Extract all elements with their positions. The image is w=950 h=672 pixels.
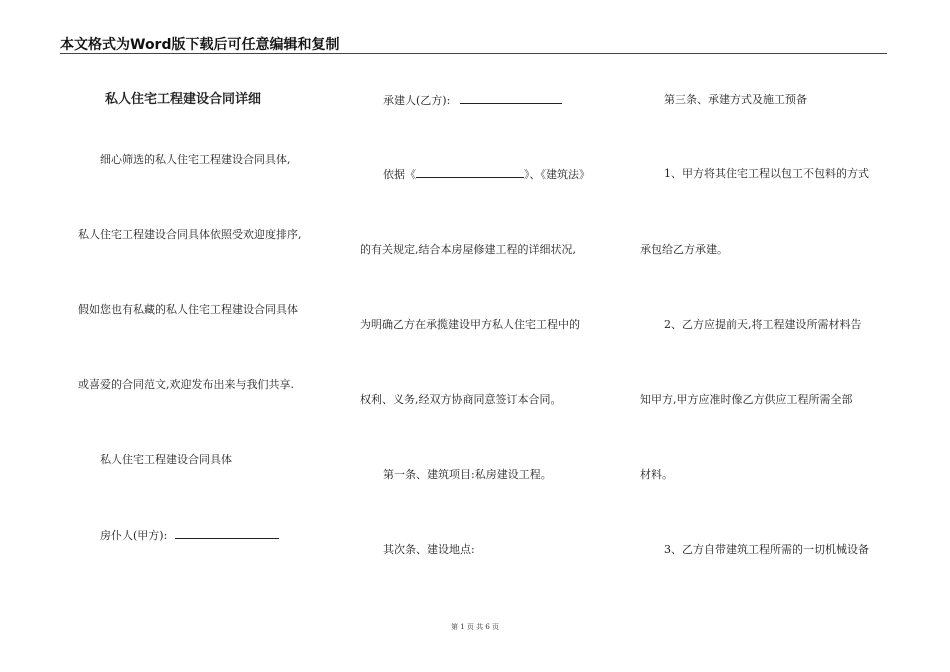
- paragraph-line: 1、甲方将其住宅工程以包工不包料的方式: [664, 167, 869, 180]
- paragraph-line: 3、乙方自带建筑工程所需的一切机械设备: [664, 543, 869, 556]
- contractor-blank: [460, 93, 562, 104]
- owner-line: [100, 528, 279, 543]
- paragraph-line: 私人住宅工程建设合同具体依照受欢迎度排序,: [78, 228, 302, 241]
- article-2: 其次条、建设地点:: [383, 543, 475, 556]
- paragraph-line: 知甲方,甲方应准时像乙方供应工程所需全部: [640, 393, 853, 406]
- paragraph-line: 的有关规定,结合本房屋修建工程的详细状况,: [360, 243, 576, 256]
- contractor-line: [383, 93, 562, 108]
- paragraph-line: 材料。: [640, 468, 673, 481]
- contractor-label: 承建人(乙方):: [383, 94, 451, 107]
- paragraph-line: 或喜爱的合同范文,欢迎发布出来与我们共享.: [78, 378, 294, 391]
- basis-prefix: 依据《: [383, 168, 416, 181]
- paragraph-line: 权利、义务,经双方协商同意签订本合同。: [360, 393, 562, 406]
- paragraph-line: 承包给乙方承建。: [640, 243, 728, 256]
- paragraph-line: 私人住宅工程建设合同具体: [100, 453, 232, 466]
- page-number: 第 1 页 共 6 页: [450, 623, 500, 631]
- owner-label: 房仆人(甲方):: [100, 529, 168, 542]
- paragraph-line: 2、乙方应提前天,将工程建设所需材料告: [664, 318, 862, 331]
- document-header: 本文格式为Word版下载后可任意编辑和复制: [60, 37, 340, 53]
- paragraph-line: 细心筛选的私人住宅工程建设合同具体,: [100, 153, 291, 166]
- basis-suffix: 》、《建筑法》: [524, 168, 590, 181]
- owner-blank: [175, 528, 279, 539]
- document-title: 私人住宅工程建设合同详细: [105, 92, 262, 107]
- basis-line: [383, 167, 590, 182]
- article-1: 第一条、建筑项目:私房建设工程。: [383, 468, 552, 481]
- law-name-blank: [416, 167, 524, 178]
- paragraph-line: 为明确乙方在承揽建设甲方私人住宅工程中的: [360, 318, 580, 331]
- header-divider: [60, 53, 887, 54]
- article-3-heading: 第三条、承建方式及施工预备: [664, 93, 807, 106]
- paragraph-line: 假如您也有私藏的私人住宅工程建设合同具体: [78, 303, 298, 316]
